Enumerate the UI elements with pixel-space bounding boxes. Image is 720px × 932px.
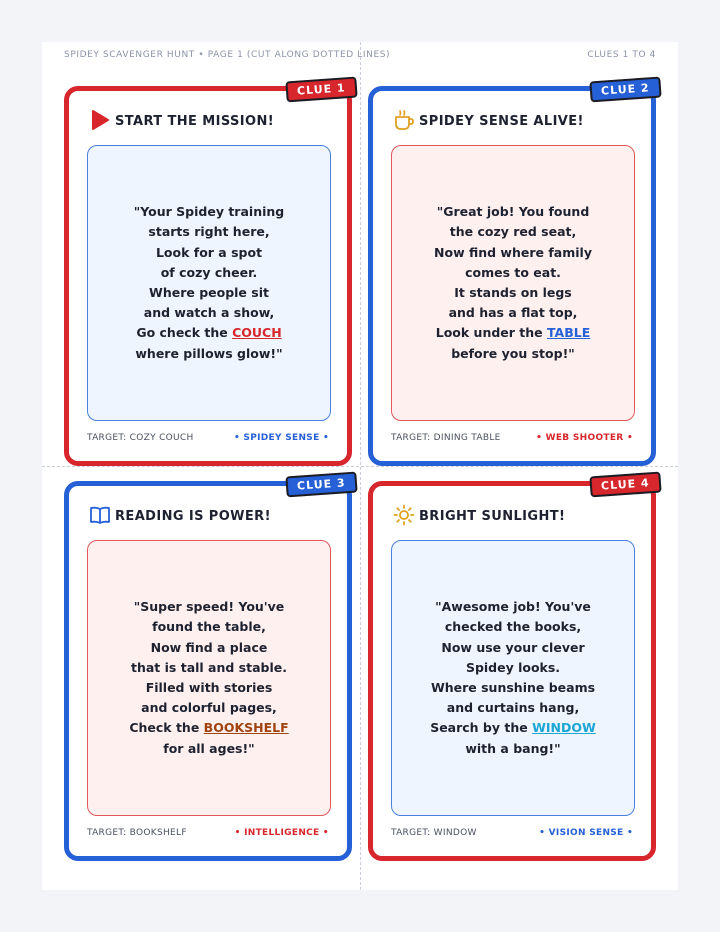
page-header-title: SPIDEY SCAVENGER HUNT • PAGE 1 (CUT ALONG DOTTED LINES): [64, 50, 391, 60]
riddle-line: that is tall and stable.: [131, 659, 287, 675]
clue-card-4: [368, 476, 656, 861]
riddle-box: [87, 540, 331, 816]
riddle-prefix: Go check the: [136, 325, 228, 341]
clue-tag: CLUE 2: [590, 77, 662, 103]
page-header-clue-range: CLUES 1 TO 4: [587, 50, 656, 60]
riddle-line: and watch a show,: [143, 305, 275, 321]
riddle-line-keyword: [88, 323, 330, 343]
power-label: • WEB SHOOTER •: [536, 433, 633, 443]
clue-card-1: [64, 81, 352, 466]
riddle-prefix: Search by the: [430, 720, 528, 736]
riddle-line: before you stop!": [451, 345, 575, 361]
horizontal-cut-line: [42, 466, 678, 467]
riddle-text: [88, 597, 330, 759]
clue-tag: CLUE 1: [286, 77, 358, 103]
card-title: BRIGHT SUNLIGHT!: [419, 509, 566, 524]
riddle-prefix: Look under the: [435, 325, 543, 341]
card-title: SPIDEY SENSE ALIVE!: [419, 114, 584, 129]
riddle-line: and colorful pages,: [141, 700, 277, 716]
coffee-cup-icon: [393, 109, 415, 131]
riddle-prefix: Check the: [129, 720, 200, 736]
keyword-bookshelf: BOOKSHELF: [203, 720, 289, 736]
power-label: • VISION SENSE •: [539, 828, 633, 838]
riddle-text: [88, 202, 330, 364]
keyword-couch: COUCH: [232, 325, 282, 341]
target-label: TARGET: DINING TABLE: [391, 433, 501, 443]
power-label: • INTELLIGENCE •: [234, 828, 329, 838]
riddle-box: [87, 145, 331, 421]
target-label: TARGET: WINDOW: [391, 828, 477, 838]
riddle-line: Spidey looks.: [465, 659, 561, 675]
clue-tag: CLUE 4: [590, 472, 662, 498]
riddle-line: "Awesome job! You've: [435, 599, 591, 615]
riddle-line: "Great job! You found: [436, 204, 590, 220]
riddle-line-keyword: [88, 718, 330, 738]
riddle-line: checked the books,: [444, 619, 582, 635]
target-label: TARGET: COZY COUCH: [87, 433, 194, 443]
card-title: START THE MISSION!: [115, 114, 275, 129]
riddle-line: and curtains hang,: [446, 700, 580, 716]
book-icon: [89, 504, 111, 526]
riddle-line: found the table,: [152, 619, 266, 635]
play-icon: [89, 109, 111, 131]
keyword-table: TABLE: [547, 325, 591, 341]
riddle-line-keyword: [392, 718, 634, 738]
riddle-line: "Your Spidey training: [133, 204, 285, 220]
riddle-line-keyword: [392, 323, 634, 343]
riddle-box: [391, 145, 635, 421]
riddle-line: of cozy cheer.: [160, 264, 258, 280]
riddle-line: and has a flat top,: [448, 305, 578, 321]
riddle-line: Now find a place: [150, 639, 268, 655]
riddle-line: where pillows glow!": [135, 345, 283, 361]
riddle-line: It stands on legs: [454, 285, 572, 300]
riddle-line: Now find where family: [434, 244, 592, 260]
keyword-window: WINDOW: [532, 720, 596, 736]
riddle-line: Look for a spot: [155, 244, 263, 260]
riddle-line: Where sunshine beams: [430, 680, 596, 695]
target-label: TARGET: BOOKSHELF: [87, 828, 187, 838]
clue-card-2: [368, 81, 656, 466]
riddle-line: Filled with stories: [145, 680, 273, 695]
riddle-line: starts right here,: [148, 224, 270, 240]
power-label: • SPIDEY SENSE •: [233, 433, 329, 443]
riddle-line: Where people sit: [149, 285, 269, 300]
riddle-text: [392, 597, 634, 759]
riddle-line: comes to eat.: [465, 264, 561, 280]
riddle-box: [391, 540, 635, 816]
clue-tag: CLUE 3: [286, 472, 358, 498]
card-title: READING IS POWER!: [115, 509, 271, 524]
riddle-line: the cozy red seat,: [449, 224, 577, 240]
clue-card-3: [64, 476, 352, 861]
sun-icon: [393, 504, 415, 526]
riddle-text: [392, 202, 634, 364]
riddle-line: Now use your clever: [441, 639, 585, 655]
riddle-line: for all ages!": [163, 740, 255, 756]
riddle-line: with a bang!": [465, 740, 561, 756]
riddle-line: "Super speed! You've: [133, 599, 285, 615]
